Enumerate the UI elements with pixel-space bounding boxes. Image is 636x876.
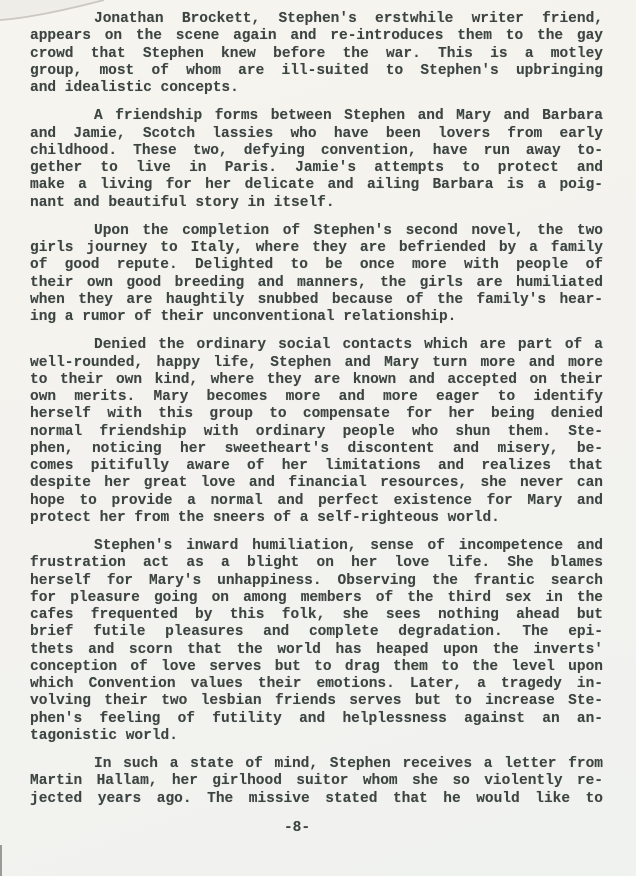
text-line: hope to provide a normal and perfect existence for Mary and <box>30 492 603 509</box>
text-line: appears on the scene again and re-introduces them to the gay <box>30 28 603 45</box>
text-line: Martin Hallam, her girlhood suitor whom she so violently re- <box>30 773 603 790</box>
text-line: group, most of whom are ill-suited to Stephen's upbringing <box>30 62 603 79</box>
text-line: Upon the completion of Stephen's second novel, the two <box>94 222 603 239</box>
paragraph <box>30 538 603 745</box>
page-number: -8- <box>283 820 311 836</box>
text-line: nant and beautiful story in itself. <box>30 194 335 211</box>
text-line: protect her from the sneers of a self-righteous world. <box>30 509 500 526</box>
text-line: to their own kind, where they are known and accepted on their <box>30 371 603 388</box>
text-line: conception of love serves but to drag them to the level upon <box>30 658 603 675</box>
text-line: herself for Mary's unhappiness. Observing the frantic search <box>30 572 603 589</box>
text-line: cafes frequented by this folk, she sees nothing ahead but <box>30 607 603 623</box>
paragraph <box>30 756 603 808</box>
paragraph <box>30 108 603 212</box>
text-line: well-rounded, happy life, Stephen and Mary turn more and more <box>30 354 603 371</box>
text-line: jected years ago. The missive stated that he would like to <box>30 790 603 807</box>
text-line: own merits. Mary becomes more and more eager to identify <box>30 389 603 405</box>
text-line: normal friendship with ordinary people who shun them. Ste- <box>30 423 603 440</box>
text-line: when they are haughtily snubbed because of the family's hear- <box>30 291 603 308</box>
text-line: thets and scorn that the world has heaped upon the inverts' <box>30 641 603 658</box>
text-line: tagonistic world. <box>30 727 178 744</box>
document-body <box>30 11 603 819</box>
text-line: for pleasure going on among members of the third sex in the <box>30 589 603 606</box>
text-line: their own good breeding and manners, the girls are humiliated <box>30 274 603 291</box>
text-line: frustration act as a blight on her love life. She blames <box>30 555 603 572</box>
paragraph <box>30 11 603 97</box>
text-line: which Convention values their emotions. Later, a tragedy in- <box>30 676 603 692</box>
text-line: despite her great love and financial resources, she never can <box>30 475 603 492</box>
text-line: and idealistic concepts. <box>30 80 239 96</box>
text-line: brief futile pleasures and complete degradation. The epi- <box>30 624 603 641</box>
text-line: A friendship forms between Stephen and Mary and Barbara <box>94 108 603 125</box>
text-line: and Jamie, Scotch lassies who have been lovers from early <box>30 125 603 142</box>
text-line: childhood. These two, defying convention, have run away to- <box>30 142 603 159</box>
text-line: Denied the ordinary social contacts which are part of a <box>94 337 603 354</box>
text-line: Jonathan Brockett, Stephen's erstwhile writer friend, <box>94 11 603 27</box>
text-line: girls journey to Italy, where they are befriended by a family <box>30 240 603 256</box>
text-line: phen, noticing her sweetheart's discontent and misery, be- <box>30 440 603 457</box>
text-line: herself with this group to compensate for her being denied <box>30 406 603 423</box>
scan-edge-artifact <box>0 845 2 876</box>
text-line: phen's feeling of futility and helplessness against an an- <box>30 710 603 727</box>
paragraph <box>30 223 603 327</box>
text-line: make a living for her delicate and ailing Barbara is a poig- <box>30 177 603 194</box>
text-line: In such a state of mind, Stephen receives a letter from <box>94 756 603 772</box>
paragraph <box>30 337 603 527</box>
text-line: of good repute. Delighted to be once more with people of <box>30 257 603 274</box>
text-line: comes pitifully aware of her limitations and realizes that <box>30 458 603 474</box>
text-line: Stephen's inward humiliation, sense of incompetence and <box>94 538 603 554</box>
text-line: gether to live in Paris. Jamie's attempts to protect and <box>30 160 603 176</box>
text-line: volving their two lesbian friends serves but to increase Ste- <box>30 693 603 710</box>
text-line: ing a rumor of their unconventional relationship. <box>30 309 457 325</box>
text-line: crowd that Stephen knew before the war. This is a motley <box>30 45 603 62</box>
